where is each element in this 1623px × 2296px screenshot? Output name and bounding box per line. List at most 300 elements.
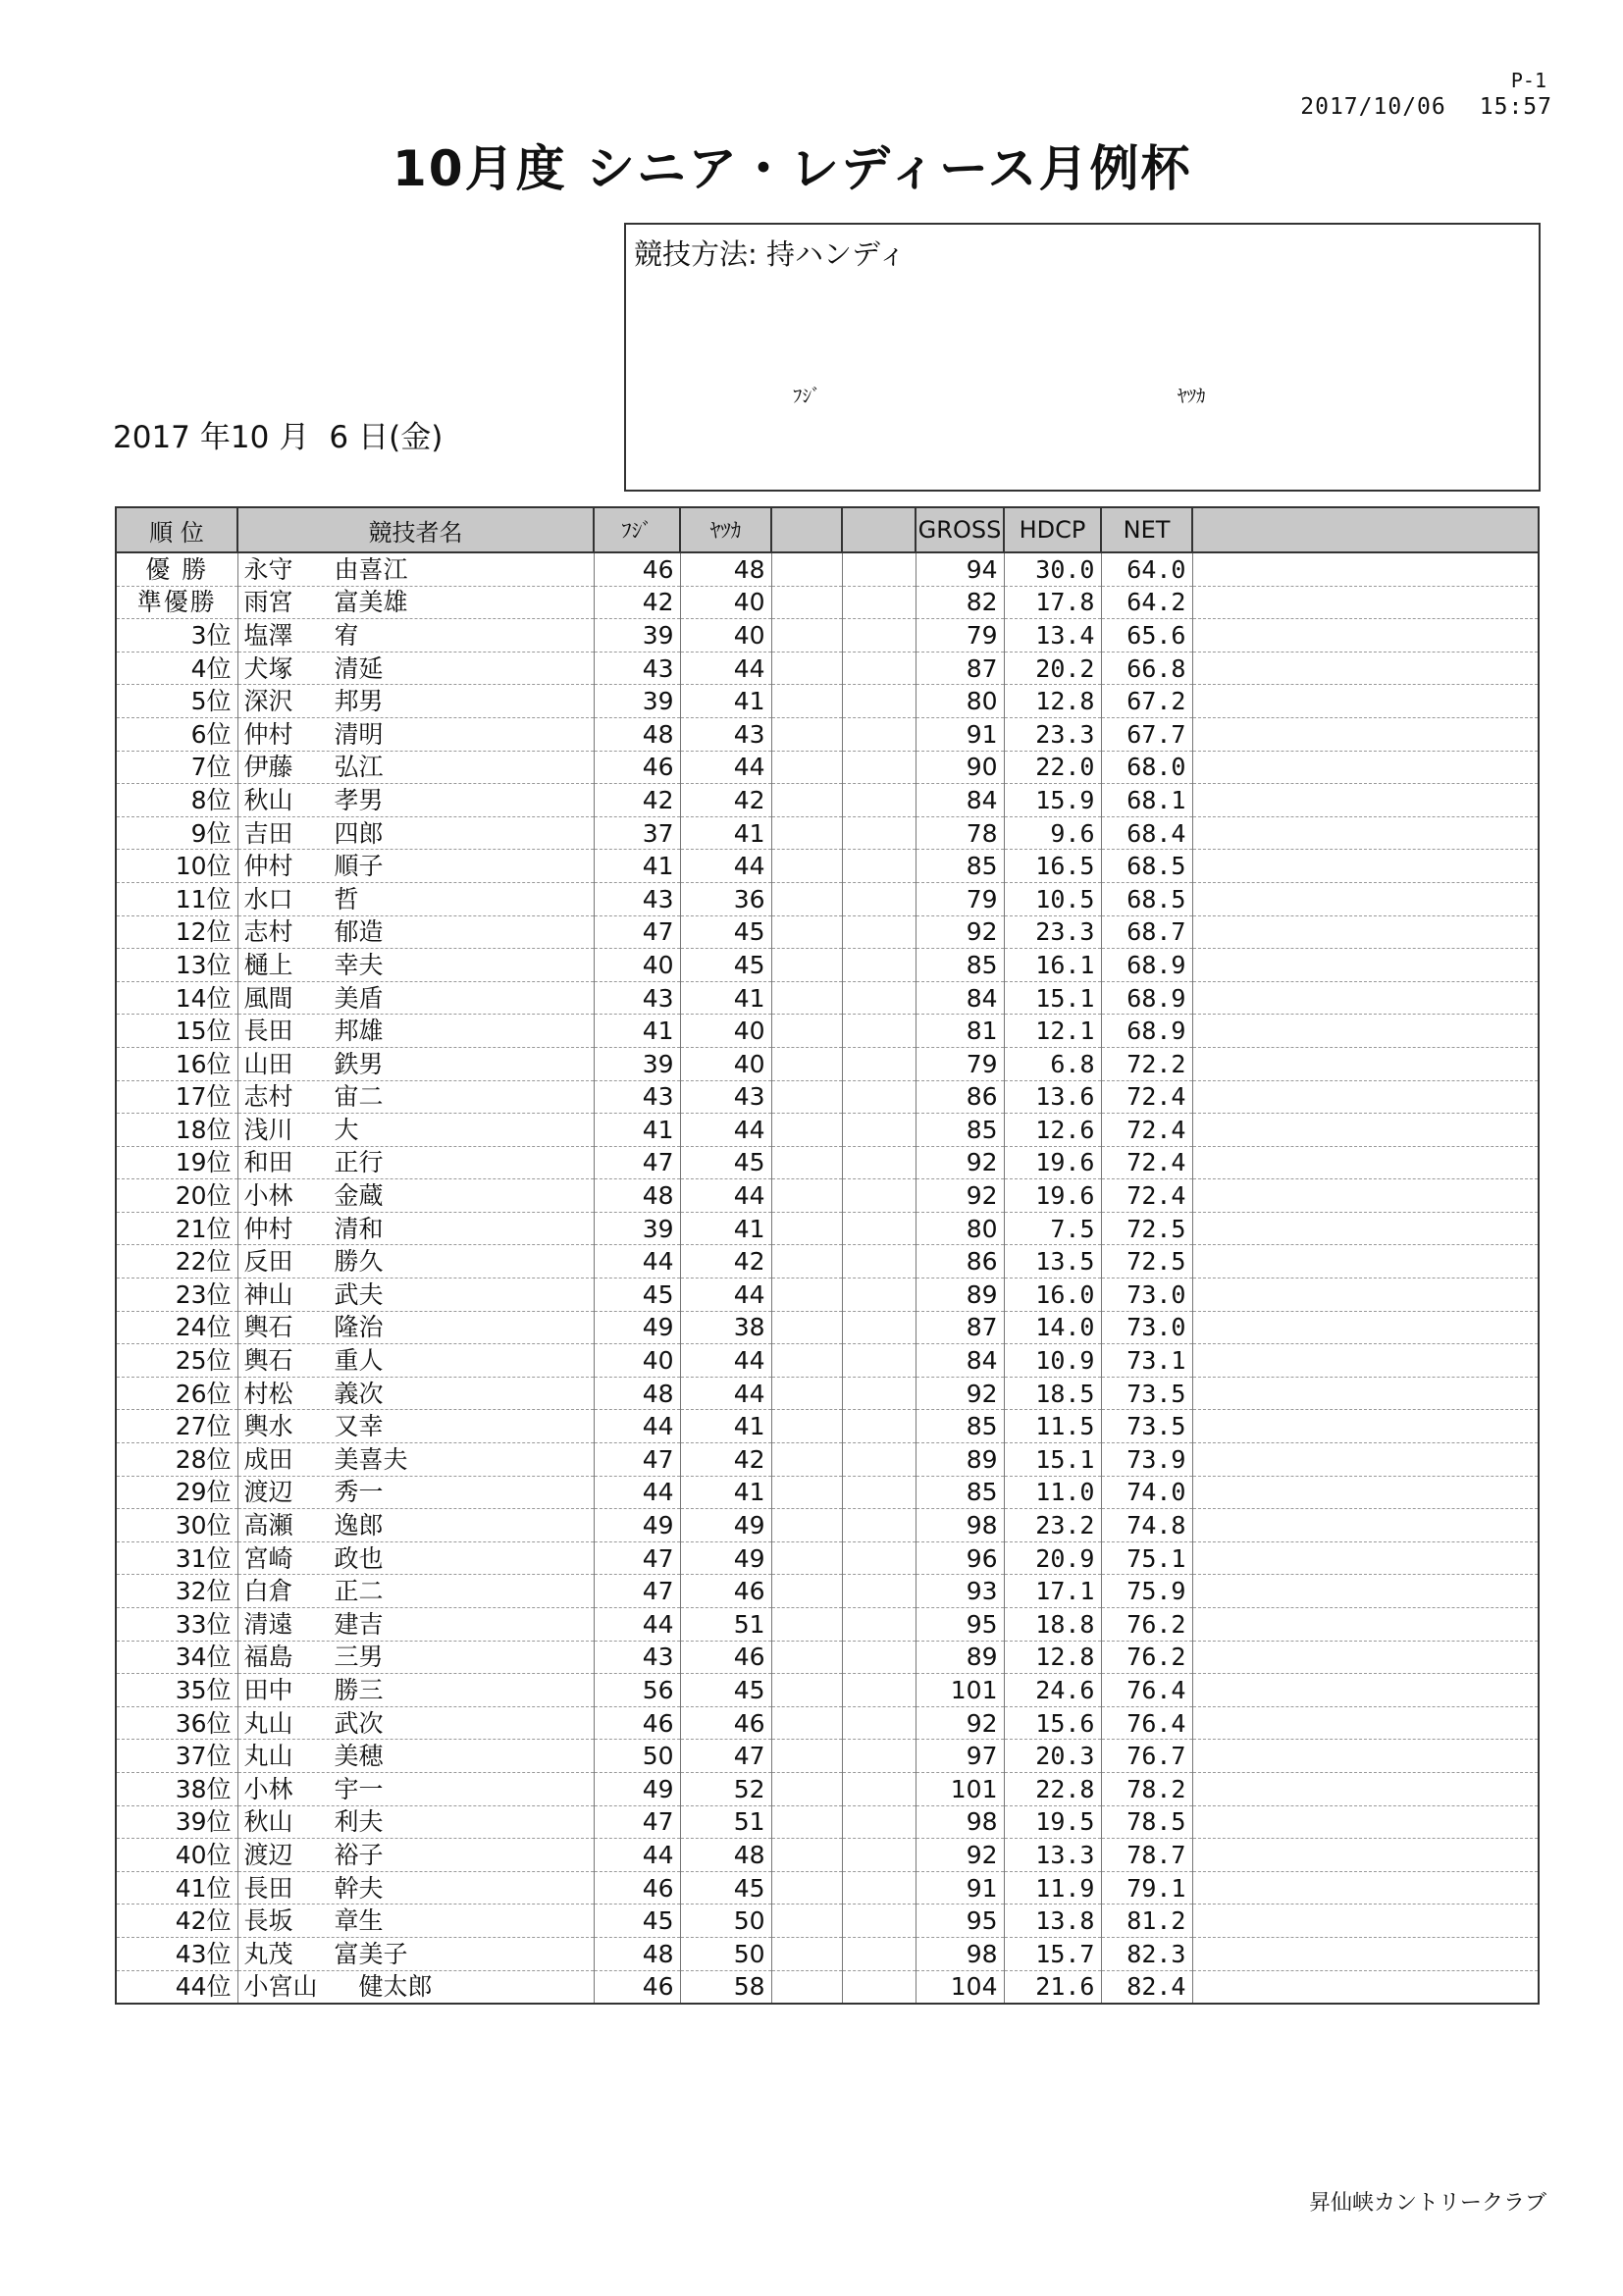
gross-cell: 92 <box>916 1839 1004 1872</box>
blank-cell <box>1192 1080 1539 1114</box>
header-hdcp: HDCP <box>1004 507 1101 552</box>
blank-cell <box>771 1311 842 1344</box>
hdcp-cell: 15.7 <box>1004 1937 1101 1970</box>
blank-cell <box>1192 1541 1539 1575</box>
hdcp-cell: 13.4 <box>1004 619 1101 652</box>
gross-cell: 80 <box>916 685 1004 718</box>
hdcp-cell: 6.8 <box>1004 1047 1101 1080</box>
name-cell <box>237 1114 594 1147</box>
gross-cell: 97 <box>916 1740 1004 1773</box>
table-row <box>116 1278 1539 1312</box>
rank-cell: 29位 <box>116 1476 237 1509</box>
blank-cell <box>842 1674 916 1707</box>
table-row <box>116 882 1539 915</box>
table-row <box>116 1047 1539 1080</box>
blank-cell <box>1192 1839 1539 1872</box>
gross-cell: 89 <box>916 1278 1004 1312</box>
last-name: 白倉 <box>243 1577 293 1606</box>
first-name: 由喜江 <box>334 554 408 584</box>
last-name: 秋山 <box>243 785 293 814</box>
first-name: 美盾 <box>334 983 384 1013</box>
last-name: 輿石 <box>243 1346 293 1376</box>
blank-cell <box>771 1146 842 1179</box>
rank-cell: 8位 <box>116 784 237 817</box>
blank-cell <box>771 652 842 685</box>
last-name: 宮崎 <box>243 1543 293 1573</box>
date-month-unit: 月 <box>279 420 310 455</box>
blank-cell <box>771 1839 842 1872</box>
gross-cell: 98 <box>916 1509 1004 1542</box>
first-name: 勝三 <box>334 1675 384 1704</box>
net-cell: 78.5 <box>1101 1805 1192 1839</box>
first-name: 美穂 <box>334 1742 384 1771</box>
blank-cell <box>1192 1937 1539 1970</box>
rank-cell: 37位 <box>116 1740 237 1773</box>
hdcp-cell: 22.0 <box>1004 751 1101 784</box>
blank-cell <box>771 1805 842 1839</box>
hdcp-cell: 15.1 <box>1004 981 1101 1015</box>
first-name: 利夫 <box>334 1807 384 1837</box>
yatsu-score-cell: 46 <box>680 1641 771 1674</box>
blank-cell <box>842 1377 916 1410</box>
blank-cell <box>771 816 842 850</box>
rank-cell: 44位 <box>116 1970 237 2004</box>
name-cell <box>237 1311 594 1344</box>
yatsu-score-cell: 40 <box>680 586 771 619</box>
last-name: 清遠 <box>243 1609 293 1639</box>
blank-cell <box>1192 1015 1539 1048</box>
rank-cell: 27位 <box>116 1410 237 1443</box>
first-name: 正二 <box>334 1577 384 1606</box>
rank-cell: 3位 <box>116 619 237 652</box>
rank-cell: 15位 <box>116 1015 237 1048</box>
blank-cell <box>842 1905 916 1938</box>
last-name: 仲村 <box>243 719 293 749</box>
net-cell: 82.4 <box>1101 1970 1192 2004</box>
blank-cell <box>771 1410 842 1443</box>
last-name: 雨宮 <box>243 588 293 617</box>
yatsu-score-cell: 42 <box>680 1245 771 1278</box>
name-cell <box>237 1080 594 1114</box>
yatsu-score-cell: 51 <box>680 1608 771 1642</box>
net-cell: 81.2 <box>1101 1905 1192 1938</box>
gross-cell: 91 <box>916 717 1004 751</box>
blank-cell <box>771 685 842 718</box>
net-cell: 75.9 <box>1101 1575 1192 1608</box>
name-cell <box>237 1212 594 1245</box>
table-row <box>116 1377 1539 1410</box>
gross-cell: 92 <box>916 915 1004 949</box>
blank-cell <box>842 1344 916 1378</box>
gross-cell: 85 <box>916 1114 1004 1147</box>
header-fuji: ﾌｼﾞ <box>594 507 680 552</box>
table-row <box>116 1937 1539 1970</box>
yatsu-score-cell: 52 <box>680 1772 771 1805</box>
hdcp-cell: 12.6 <box>1004 1114 1101 1147</box>
net-cell: 72.4 <box>1101 1114 1192 1147</box>
blank-cell <box>1192 1443 1539 1477</box>
yatsu-score-cell: 50 <box>680 1937 771 1970</box>
name-cell <box>237 850 594 883</box>
gross-cell: 101 <box>916 1674 1004 1707</box>
rank-cell: 優 勝 <box>116 552 237 586</box>
fuji-score-cell: 47 <box>594 1541 680 1575</box>
rank-cell: 21位 <box>116 1212 237 1245</box>
blank-cell <box>1192 1970 1539 2004</box>
blank-cell <box>771 915 842 949</box>
blank-cell <box>771 1476 842 1509</box>
blank-cell <box>842 981 916 1015</box>
name-cell <box>237 1245 594 1278</box>
gross-cell: 85 <box>916 850 1004 883</box>
name-cell <box>237 1146 594 1179</box>
first-name: 美喜夫 <box>334 1444 408 1474</box>
blank-cell <box>771 1541 842 1575</box>
gross-cell: 93 <box>916 1575 1004 1608</box>
hdcp-cell: 13.8 <box>1004 1905 1101 1938</box>
gross-cell: 92 <box>916 1377 1004 1410</box>
header-blank-3 <box>1192 507 1539 552</box>
name-cell <box>237 1772 594 1805</box>
date-day: 6 <box>329 420 349 455</box>
name-cell <box>237 1509 594 1542</box>
blank-cell <box>842 1080 916 1114</box>
last-name: 水口 <box>243 884 293 913</box>
hdcp-cell: 17.8 <box>1004 586 1101 619</box>
gross-cell: 85 <box>916 1410 1004 1443</box>
header-blank-1 <box>771 507 842 552</box>
hdcp-cell: 16.1 <box>1004 949 1101 982</box>
net-cell: 67.7 <box>1101 717 1192 751</box>
last-name: 輿石 <box>243 1313 293 1342</box>
rank-cell: 32位 <box>116 1575 237 1608</box>
rank-cell: 9位 <box>116 816 237 850</box>
name-cell <box>237 949 594 982</box>
rank-cell: 31位 <box>116 1541 237 1575</box>
rank-cell: 10位 <box>116 850 237 883</box>
blank-cell <box>1192 1179 1539 1213</box>
blank-cell <box>1192 1410 1539 1443</box>
fuji-score-cell: 41 <box>594 1015 680 1048</box>
table-row <box>116 652 1539 685</box>
blank-cell <box>771 751 842 784</box>
yatsu-score-cell: 46 <box>680 1575 771 1608</box>
blank-cell <box>771 717 842 751</box>
fuji-score-cell: 39 <box>594 1047 680 1080</box>
table-row <box>116 1575 1539 1608</box>
table-row <box>116 717 1539 751</box>
yatsu-score-cell: 41 <box>680 1476 771 1509</box>
fuji-score-cell: 46 <box>594 1871 680 1905</box>
gross-cell: 79 <box>916 619 1004 652</box>
first-name: 健太郎 <box>358 1972 433 2002</box>
fuji-score-cell: 47 <box>594 1146 680 1179</box>
first-name: 武次 <box>334 1708 384 1738</box>
date-weekday: (金) <box>389 420 444 455</box>
gross-cell: 79 <box>916 1047 1004 1080</box>
fuji-score-cell: 47 <box>594 915 680 949</box>
net-cell: 82.3 <box>1101 1937 1192 1970</box>
table-row <box>116 1608 1539 1642</box>
rank-cell: 13位 <box>116 949 237 982</box>
name-cell <box>237 1015 594 1048</box>
net-cell: 76.2 <box>1101 1608 1192 1642</box>
date-year-unit: 年 <box>199 420 231 455</box>
blank-cell <box>842 1410 916 1443</box>
blank-cell <box>771 1114 842 1147</box>
gross-cell: 92 <box>916 1706 1004 1740</box>
first-name: 裕子 <box>334 1840 384 1869</box>
table-row <box>116 552 1539 586</box>
net-cell: 68.9 <box>1101 981 1192 1015</box>
fuji-score-cell: 44 <box>594 1476 680 1509</box>
fuji-score-cell: 43 <box>594 652 680 685</box>
last-name: 小林 <box>243 1774 293 1803</box>
rank-cell: 17位 <box>116 1080 237 1114</box>
blank-cell <box>842 619 916 652</box>
net-cell: 68.9 <box>1101 949 1192 982</box>
name-cell <box>237 1937 594 1970</box>
net-cell: 68.5 <box>1101 850 1192 883</box>
gross-cell: 84 <box>916 981 1004 1015</box>
yatsu-score-cell: 41 <box>680 1212 771 1245</box>
hdcp-cell: 17.1 <box>1004 1575 1101 1608</box>
hdcp-cell: 19.6 <box>1004 1146 1101 1179</box>
net-cell: 64.2 <box>1101 586 1192 619</box>
last-name: 浅川 <box>243 1115 293 1144</box>
hdcp-cell: 15.6 <box>1004 1706 1101 1740</box>
blank-cell <box>1192 1575 1539 1608</box>
table-row <box>116 784 1539 817</box>
first-name: 邦男 <box>334 687 384 716</box>
results-body <box>116 552 1539 2004</box>
last-name: 和田 <box>243 1148 293 1177</box>
hdcp-cell: 13.5 <box>1004 1245 1101 1278</box>
last-name: 反田 <box>243 1247 293 1277</box>
blank-cell <box>771 1772 842 1805</box>
hdcp-cell: 13.6 <box>1004 1080 1101 1114</box>
table-row <box>116 1805 1539 1839</box>
rank-cell: 35位 <box>116 1674 237 1707</box>
rank-cell: 準優勝 <box>116 586 237 619</box>
blank-cell <box>842 949 916 982</box>
first-name: 重人 <box>334 1346 384 1376</box>
header-net: NET <box>1101 507 1192 552</box>
hdcp-cell: 10.9 <box>1004 1344 1101 1378</box>
table-row <box>116 1674 1539 1707</box>
net-cell: 72.4 <box>1101 1179 1192 1213</box>
competition-method: 競技方法: 持ハンディ <box>634 237 907 271</box>
fuji-score-cell: 44 <box>594 1608 680 1642</box>
hdcp-cell: 15.1 <box>1004 1443 1101 1477</box>
last-name: 深沢 <box>243 687 293 716</box>
table-row <box>116 816 1539 850</box>
name-cell <box>237 1905 594 1938</box>
name-cell <box>237 1541 594 1575</box>
blank-cell <box>771 1608 842 1642</box>
first-name: 勝久 <box>334 1247 384 1277</box>
first-name: 哲 <box>334 884 359 913</box>
net-cell: 78.2 <box>1101 1772 1192 1805</box>
table-row <box>116 1970 1539 2004</box>
rank-cell: 7位 <box>116 751 237 784</box>
header-blank-2 <box>842 507 916 552</box>
gross-cell: 89 <box>916 1443 1004 1477</box>
name-cell <box>237 1674 594 1707</box>
blank-cell <box>842 816 916 850</box>
hdcp-cell: 16.0 <box>1004 1278 1101 1312</box>
yatsu-score-cell: 47 <box>680 1740 771 1773</box>
name-cell <box>237 751 594 784</box>
rank-cell: 11位 <box>116 882 237 915</box>
first-name: 義次 <box>334 1379 384 1408</box>
last-name: 丸茂 <box>243 1939 293 1968</box>
yatsu-score-cell: 41 <box>680 685 771 718</box>
fuji-score-cell: 50 <box>594 1740 680 1773</box>
blank-cell <box>842 586 916 619</box>
blank-cell <box>842 1970 916 2004</box>
table-row <box>116 1541 1539 1575</box>
fuji-score-cell: 47 <box>594 1805 680 1839</box>
hdcp-cell: 19.6 <box>1004 1179 1101 1213</box>
net-cell: 76.4 <box>1101 1674 1192 1707</box>
last-name: 丸山 <box>243 1742 293 1771</box>
rank-cell: 6位 <box>116 717 237 751</box>
net-cell: 73.0 <box>1101 1311 1192 1344</box>
net-cell: 76.2 <box>1101 1641 1192 1674</box>
yatsu-score-cell: 44 <box>680 751 771 784</box>
net-cell: 76.4 <box>1101 1706 1192 1740</box>
blank-cell <box>1192 751 1539 784</box>
blank-cell <box>771 1080 842 1114</box>
blank-cell <box>842 1937 916 1970</box>
last-name: 山田 <box>243 1049 293 1078</box>
blank-cell <box>1192 1344 1539 1378</box>
table-row <box>116 915 1539 949</box>
last-name: 塩澤 <box>243 620 293 650</box>
hdcp-cell: 20.9 <box>1004 1541 1101 1575</box>
blank-cell <box>771 1970 842 2004</box>
first-name: 逸郎 <box>334 1511 384 1540</box>
gross-cell: 101 <box>916 1772 1004 1805</box>
blank-cell <box>842 552 916 586</box>
name-cell <box>237 1047 594 1080</box>
first-name: 秀一 <box>334 1478 384 1507</box>
net-cell: 68.4 <box>1101 816 1192 850</box>
first-name: 郁造 <box>334 917 384 947</box>
last-name: 長田 <box>243 1017 293 1046</box>
blank-cell <box>771 1278 842 1312</box>
yatsu-score-cell: 42 <box>680 1443 771 1477</box>
yatsu-score-cell: 44 <box>680 850 771 883</box>
yatsu-score-cell: 43 <box>680 1080 771 1114</box>
name-cell <box>237 1706 594 1740</box>
blank-cell <box>771 1740 842 1773</box>
blank-cell <box>842 1871 916 1905</box>
name-cell <box>237 1575 594 1608</box>
name-cell <box>237 1476 594 1509</box>
blank-cell <box>1192 1905 1539 1938</box>
rank-cell: 25位 <box>116 1344 237 1378</box>
fuji-score-cell: 43 <box>594 882 680 915</box>
net-cell: 72.2 <box>1101 1047 1192 1080</box>
first-name: 清和 <box>334 1214 384 1243</box>
first-name: 章生 <box>334 1906 384 1936</box>
name-cell <box>237 619 594 652</box>
table-row <box>116 586 1539 619</box>
table-row <box>116 1080 1539 1114</box>
blank-cell <box>1192 784 1539 817</box>
hdcp-cell: 13.3 <box>1004 1839 1101 1872</box>
rank-cell: 24位 <box>116 1311 237 1344</box>
blank-cell <box>1192 1047 1539 1080</box>
fuji-score-cell: 49 <box>594 1311 680 1344</box>
yatsu-score-cell: 58 <box>680 1970 771 2004</box>
name-cell <box>237 1871 594 1905</box>
blank-cell <box>771 1937 842 1970</box>
hdcp-cell: 12.1 <box>1004 1015 1101 1048</box>
blank-cell <box>842 1015 916 1048</box>
blank-cell <box>771 1179 842 1213</box>
first-name: 鉄男 <box>334 1049 384 1078</box>
blank-cell <box>1192 1311 1539 1344</box>
gross-cell: 86 <box>916 1245 1004 1278</box>
fuji-score-cell: 43 <box>594 981 680 1015</box>
event-date <box>113 412 443 456</box>
hdcp-cell: 11.5 <box>1004 1410 1101 1443</box>
last-name: 小宮山 <box>243 1972 318 2002</box>
first-name: 孝男 <box>334 785 384 814</box>
last-name: 神山 <box>243 1279 293 1309</box>
rank-cell: 14位 <box>116 981 237 1015</box>
fuji-score-cell: 49 <box>594 1772 680 1805</box>
net-cell: 73.5 <box>1101 1410 1192 1443</box>
fuji-score-cell: 47 <box>594 1575 680 1608</box>
first-name: 邦雄 <box>334 1017 384 1046</box>
blank-cell <box>1192 981 1539 1015</box>
blank-cell <box>771 1245 842 1278</box>
table-row <box>116 1706 1539 1740</box>
date-month: 10 <box>230 420 270 455</box>
last-name: 渡辺 <box>243 1478 293 1507</box>
fuji-score-cell: 41 <box>594 1114 680 1147</box>
name-cell <box>237 717 594 751</box>
table-row <box>116 1212 1539 1245</box>
net-cell: 65.6 <box>1101 619 1192 652</box>
rank-cell: 33位 <box>116 1608 237 1642</box>
blank-cell <box>771 981 842 1015</box>
rank-cell: 20位 <box>116 1179 237 1213</box>
results-table <box>115 506 1540 2005</box>
gross-cell: 87 <box>916 1311 1004 1344</box>
yatsu-score-cell: 41 <box>680 981 771 1015</box>
blank-cell <box>1192 915 1539 949</box>
rank-cell: 34位 <box>116 1641 237 1674</box>
hdcp-cell: 24.6 <box>1004 1674 1101 1707</box>
hdcp-cell: 30.0 <box>1004 552 1101 586</box>
rank-cell: 16位 <box>116 1047 237 1080</box>
blank-cell <box>842 717 916 751</box>
course-2-label: ﾔﾂｶ <box>1178 386 1206 407</box>
blank-cell <box>771 586 842 619</box>
hdcp-cell: 18.5 <box>1004 1377 1101 1410</box>
net-cell: 76.7 <box>1101 1740 1192 1773</box>
net-cell: 73.9 <box>1101 1443 1192 1477</box>
yatsu-score-cell: 51 <box>680 1805 771 1839</box>
hdcp-cell: 20.2 <box>1004 652 1101 685</box>
last-name: 長坂 <box>243 1906 293 1936</box>
name-cell <box>237 685 594 718</box>
